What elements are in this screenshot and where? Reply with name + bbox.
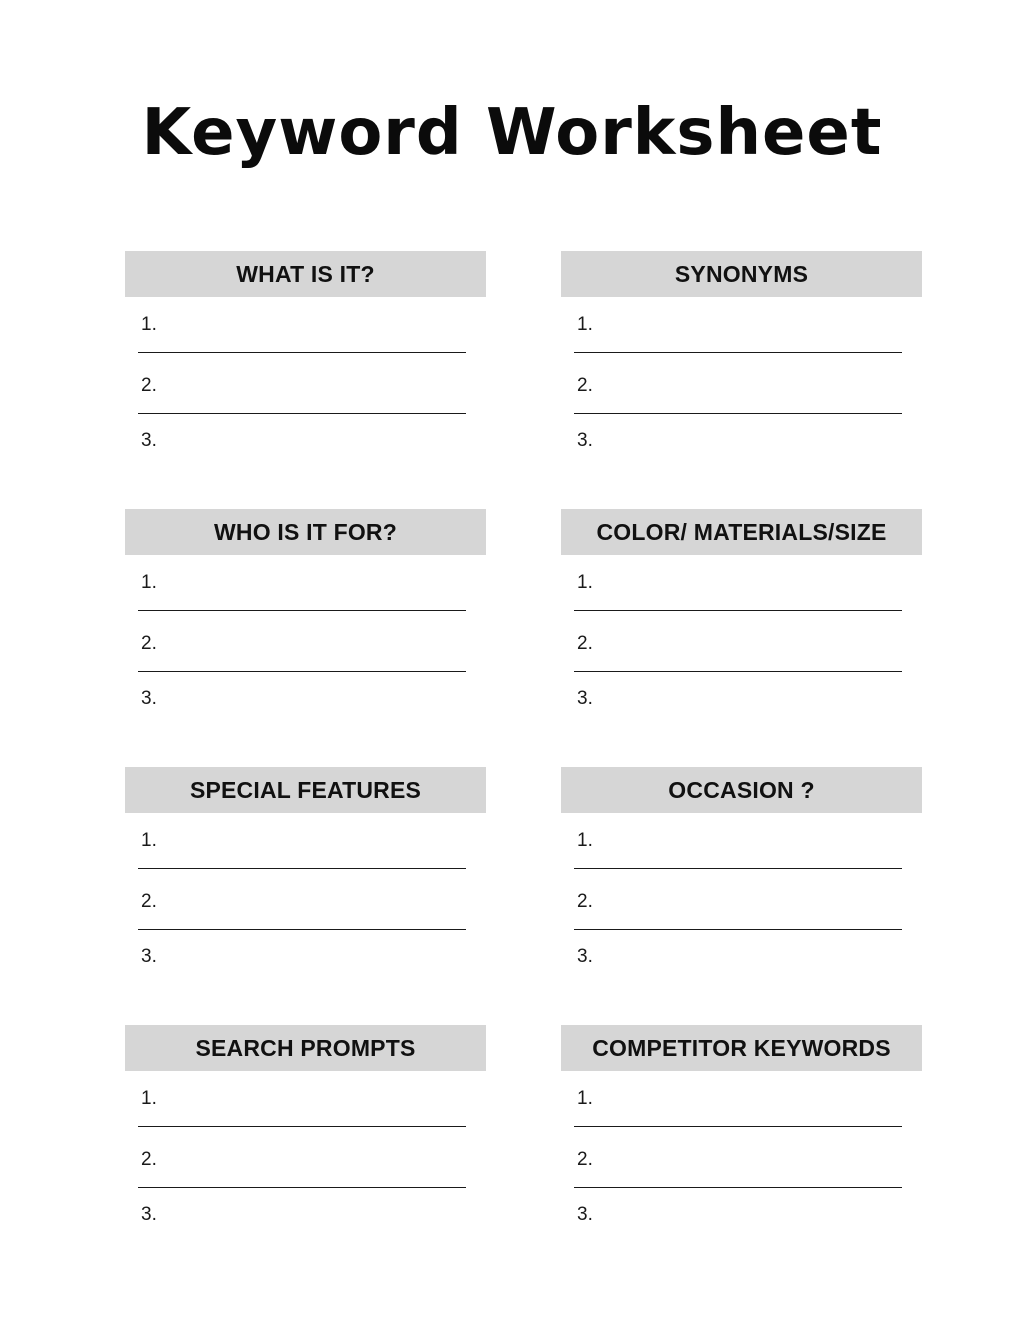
section-synonyms (561, 251, 922, 471)
section-header: SPECIAL FEATURES (125, 767, 486, 813)
entry-underline (574, 868, 902, 869)
entry-line-1[interactable] (561, 826, 922, 876)
entry-number: 1. (141, 830, 157, 851)
entry-line-1[interactable] (125, 310, 486, 360)
entry-line-3[interactable] (125, 942, 486, 992)
entry-underline (138, 868, 466, 869)
entry-line-3[interactable] (561, 684, 922, 734)
entry-line-3[interactable] (125, 426, 486, 476)
entry-number: 1. (141, 1088, 157, 1109)
entry-line-1[interactable] (561, 1084, 922, 1134)
entry-underline (574, 1187, 902, 1188)
entry-line-2[interactable] (125, 887, 486, 937)
entry-underline (574, 610, 902, 611)
entry-number: 3. (577, 430, 593, 451)
entry-underline (138, 671, 466, 672)
section-search-prompts (125, 1025, 486, 1245)
entry-line-2[interactable] (561, 629, 922, 679)
section-who-is-it-for (125, 509, 486, 729)
section-header: OCCASION ? (561, 767, 922, 813)
section-header: WHAT IS IT? (125, 251, 486, 297)
entry-line-2[interactable] (125, 1145, 486, 1195)
section-header: WHO IS IT FOR? (125, 509, 486, 555)
entry-underline (138, 1187, 466, 1188)
entry-line-1[interactable] (125, 1084, 486, 1134)
entry-number: 3. (577, 946, 593, 967)
entry-underline (574, 352, 902, 353)
entry-number: 2. (577, 375, 593, 396)
section-occasion (561, 767, 922, 987)
entry-line-1[interactable] (125, 826, 486, 876)
entry-number: 1. (577, 830, 593, 851)
entry-number: 3. (577, 1204, 593, 1225)
entry-line-3[interactable] (561, 1200, 922, 1250)
entry-line-1[interactable] (125, 568, 486, 618)
entry-number: 1. (577, 572, 593, 593)
entry-number: 2. (577, 1149, 593, 1170)
entry-line-1[interactable] (561, 568, 922, 618)
entry-number: 3. (577, 688, 593, 709)
page-title: Keyword Worksheet (141, 96, 883, 170)
entry-underline (138, 929, 466, 930)
entry-line-1[interactable] (561, 310, 922, 360)
entry-number: 2. (577, 633, 593, 654)
entry-number: 2. (141, 1149, 157, 1170)
entry-line-2[interactable] (125, 629, 486, 679)
entry-number: 3. (141, 430, 157, 451)
section-special-features (125, 767, 486, 987)
entry-line-2[interactable] (561, 1145, 922, 1195)
entry-number: 2. (141, 633, 157, 654)
entry-number: 1. (141, 314, 157, 335)
section-competitor-keywords (561, 1025, 922, 1245)
entry-underline (574, 671, 902, 672)
section-header: COLOR/ MATERIALS/SIZE (561, 509, 922, 555)
entry-number: 2. (577, 891, 593, 912)
entry-number: 3. (141, 1204, 157, 1225)
entry-number: 1. (577, 1088, 593, 1109)
entry-line-2[interactable] (561, 887, 922, 937)
section-header: COMPETITOR KEYWORDS (561, 1025, 922, 1071)
entry-underline (138, 610, 466, 611)
entry-underline (574, 929, 902, 930)
entry-line-2[interactable] (125, 371, 486, 421)
entry-number: 1. (141, 572, 157, 593)
entry-number: 1. (577, 314, 593, 335)
section-header: SYNONYMS (561, 251, 922, 297)
entry-number: 2. (141, 891, 157, 912)
section-what-is-it (125, 251, 486, 471)
entry-underline (138, 413, 466, 414)
entry-underline (574, 1126, 902, 1127)
section-color-materials-size (561, 509, 922, 729)
entry-number: 2. (141, 375, 157, 396)
entry-line-3[interactable] (125, 684, 486, 734)
entry-line-3[interactable] (125, 1200, 486, 1250)
section-header: SEARCH PROMPTS (125, 1025, 486, 1071)
entry-line-3[interactable] (561, 942, 922, 992)
entry-number: 3. (141, 946, 157, 967)
entry-line-3[interactable] (561, 426, 922, 476)
entry-line-2[interactable] (561, 371, 922, 421)
entry-number: 3. (141, 688, 157, 709)
entry-underline (574, 413, 902, 414)
entry-underline (138, 352, 466, 353)
entry-underline (138, 1126, 466, 1127)
